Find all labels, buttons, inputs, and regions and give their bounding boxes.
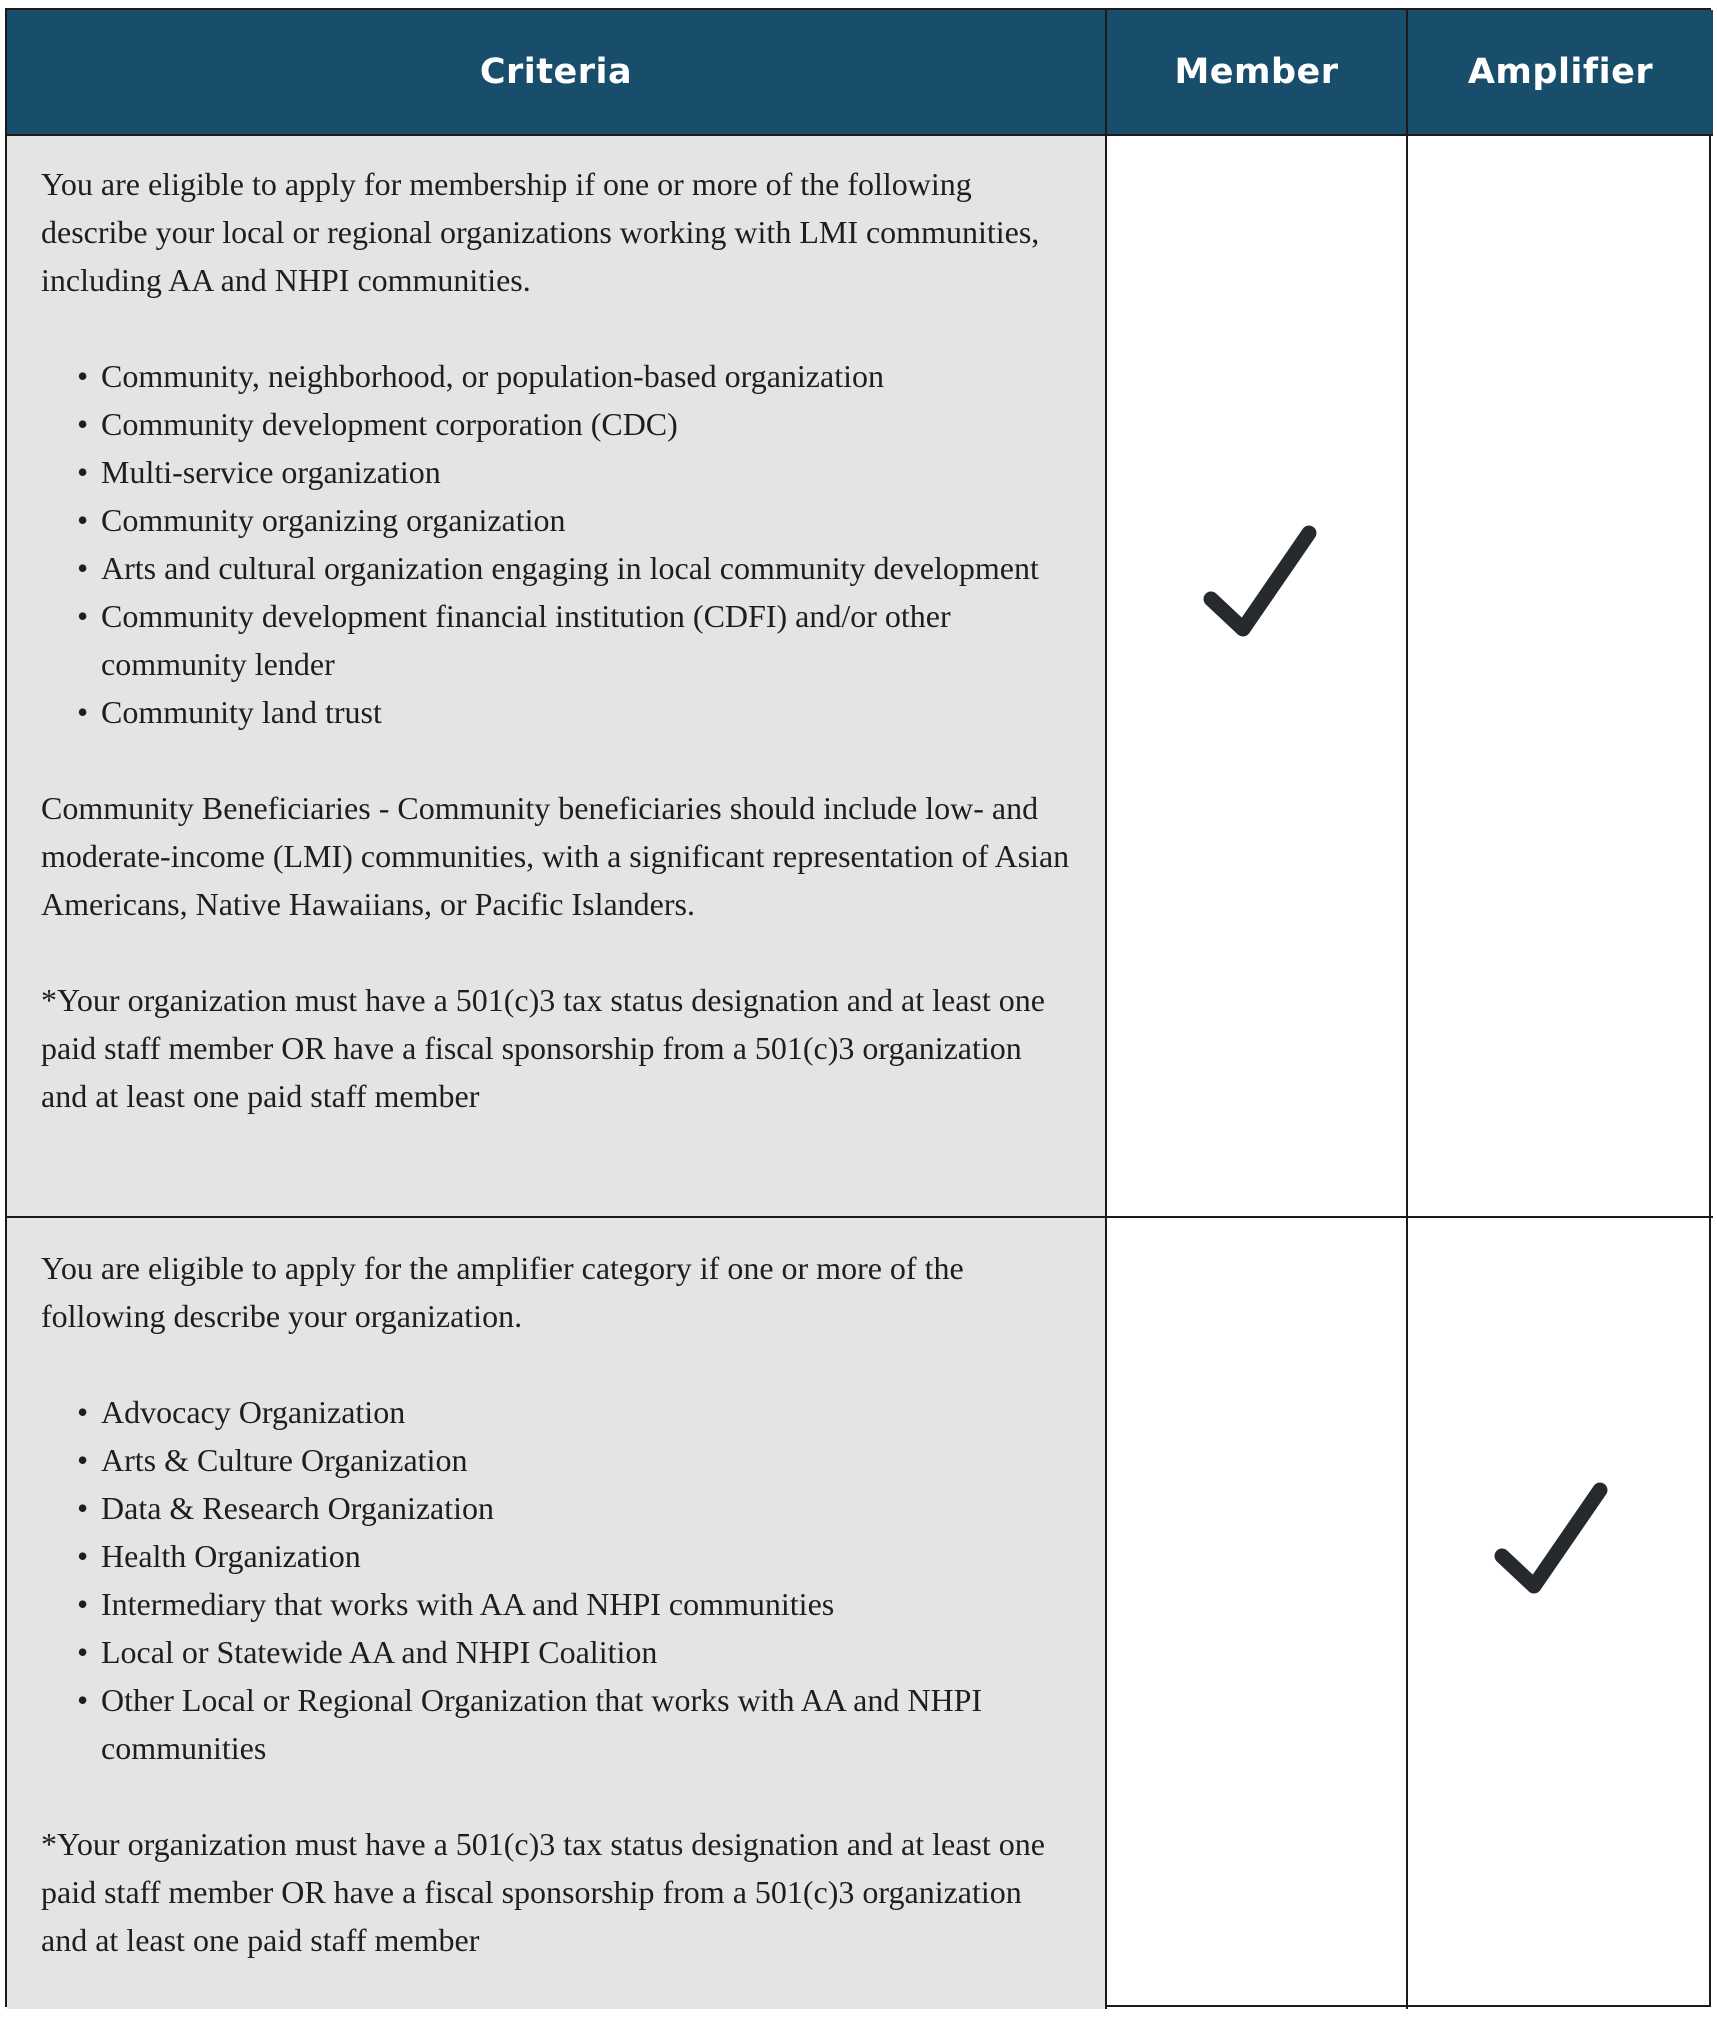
amplifier-criteria-cell (7, 1218, 1107, 2009)
member-beneficiaries: Community Beneficiaries - Community beneficiaries should include low- and moderate-income (LMI) communities, with a significant representation of Asian Americans, Native Hawaiians, or Pacific Islanders. (41, 790, 1070, 922)
header-member-label: Member (1174, 52, 1339, 92)
list-item: • Community development financial institution (CDFI) and/or other community lender (101, 592, 1071, 688)
checkmark-icon (1486, 1480, 1616, 1610)
list-item: • Health Organization (101, 1532, 1071, 1580)
list-item: • Other Local or Regional Organization that works with AA and NHPI communities (101, 1676, 1071, 1772)
list-item: • Community development corporation (CDC) (101, 400, 1071, 448)
list-item: • Community land trust (101, 688, 1071, 736)
list-item: • Multi-service organization (101, 448, 1071, 496)
amplifier-check-cell (1408, 1218, 1713, 2009)
list-item: • Arts & Culture Organization (101, 1436, 1071, 1484)
amplifier-criteria-list (41, 1388, 1071, 1772)
amplifier-tax-note: *Your organization must have a 501(c)3 tax status designation and at least one paid staff member OR have a fiscal sponsorship from a 501(c)3 organization and at least one paid staff member (41, 1826, 1045, 1958)
checkmark-icon (1195, 523, 1325, 653)
member-intro: You are eligible to apply for membership if one or more of the following describe your local or regional organizations working with LMI communities, including AA and NHPI communities. (41, 166, 1040, 298)
member-criteria-list (41, 352, 1071, 736)
header-member (1107, 10, 1408, 136)
amplifier-intro: You are eligible to apply for the amplifier category if one or more of the following describe your organization. (41, 1250, 964, 1334)
list-item: • Data & Research Organization (101, 1484, 1071, 1532)
member-empty-cell (1107, 1218, 1408, 2009)
list-item: • Advocacy Organization (101, 1388, 1071, 1436)
list-item: • Community, neighborhood, or population-based organization (101, 352, 1071, 400)
member-tax-note: *Your organization must have a 501(c)3 tax status designation and at least one paid staff member OR have a fiscal sponsorship from a 501(c)3 organization and at least one paid staff member (41, 982, 1045, 1114)
list-item: • Intermediary that works with AA and NHPI communities (101, 1580, 1071, 1628)
member-criteria-cell (7, 136, 1107, 1218)
header-amplifier-label: Amplifier (1467, 52, 1654, 92)
member-check-cell (1107, 136, 1408, 1218)
amplifier-empty-cell (1408, 136, 1713, 1218)
header-amplifier (1408, 10, 1713, 136)
list-item: • Arts and cultural organization engaging in local community development (101, 544, 1071, 592)
header-criteria-label: Criteria (479, 52, 633, 92)
list-item: • Community organizing organization (101, 496, 1071, 544)
eligibility-table (5, 8, 1711, 2007)
list-item: • Local or Statewide AA and NHPI Coalition (101, 1628, 1071, 1676)
header-criteria (7, 10, 1107, 136)
